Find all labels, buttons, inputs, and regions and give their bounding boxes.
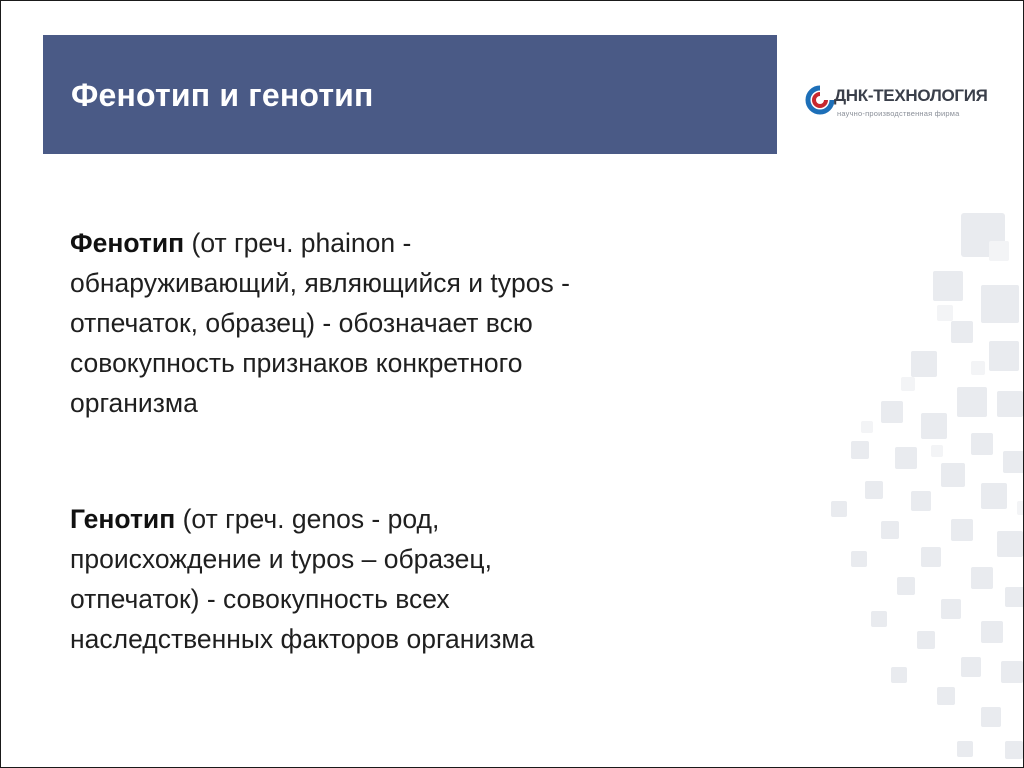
definition-line: обнаруживающий, являющийся и typos - — [70, 268, 570, 298]
definition-line: происхождение и typos – образец, — [70, 544, 492, 574]
genotype-term: Генотип — [70, 504, 176, 534]
company-logo — [805, 83, 995, 127]
title-bar — [43, 35, 777, 154]
slide-title: Фенотип и генотип — [71, 77, 374, 113]
definition-line: (от греч. phainon - — [184, 228, 412, 258]
genotype-definition — [70, 499, 750, 659]
logo-name: ДНК-ТЕХНОЛОГИЯ — [834, 86, 988, 105]
definition-line: отпечаток) - совокупность всех — [70, 584, 450, 614]
definition-line: наследственных факторов организма — [70, 624, 535, 654]
phenotype-term: Фенотип — [70, 228, 185, 258]
definition-line: организма — [70, 388, 198, 418]
phenotype-definition — [70, 223, 750, 423]
definition-line: совокупность признаков конкретного — [70, 348, 523, 378]
dna-logo-icon — [805, 85, 835, 115]
decorative-tile-pattern — [821, 201, 1024, 768]
definition-line: отпечаток, образец) - обозначает всю — [70, 308, 533, 338]
logo-subtitle: научно-производственная фирма — [837, 109, 960, 118]
definition-line: (от греч. genos - род, — [175, 504, 440, 534]
